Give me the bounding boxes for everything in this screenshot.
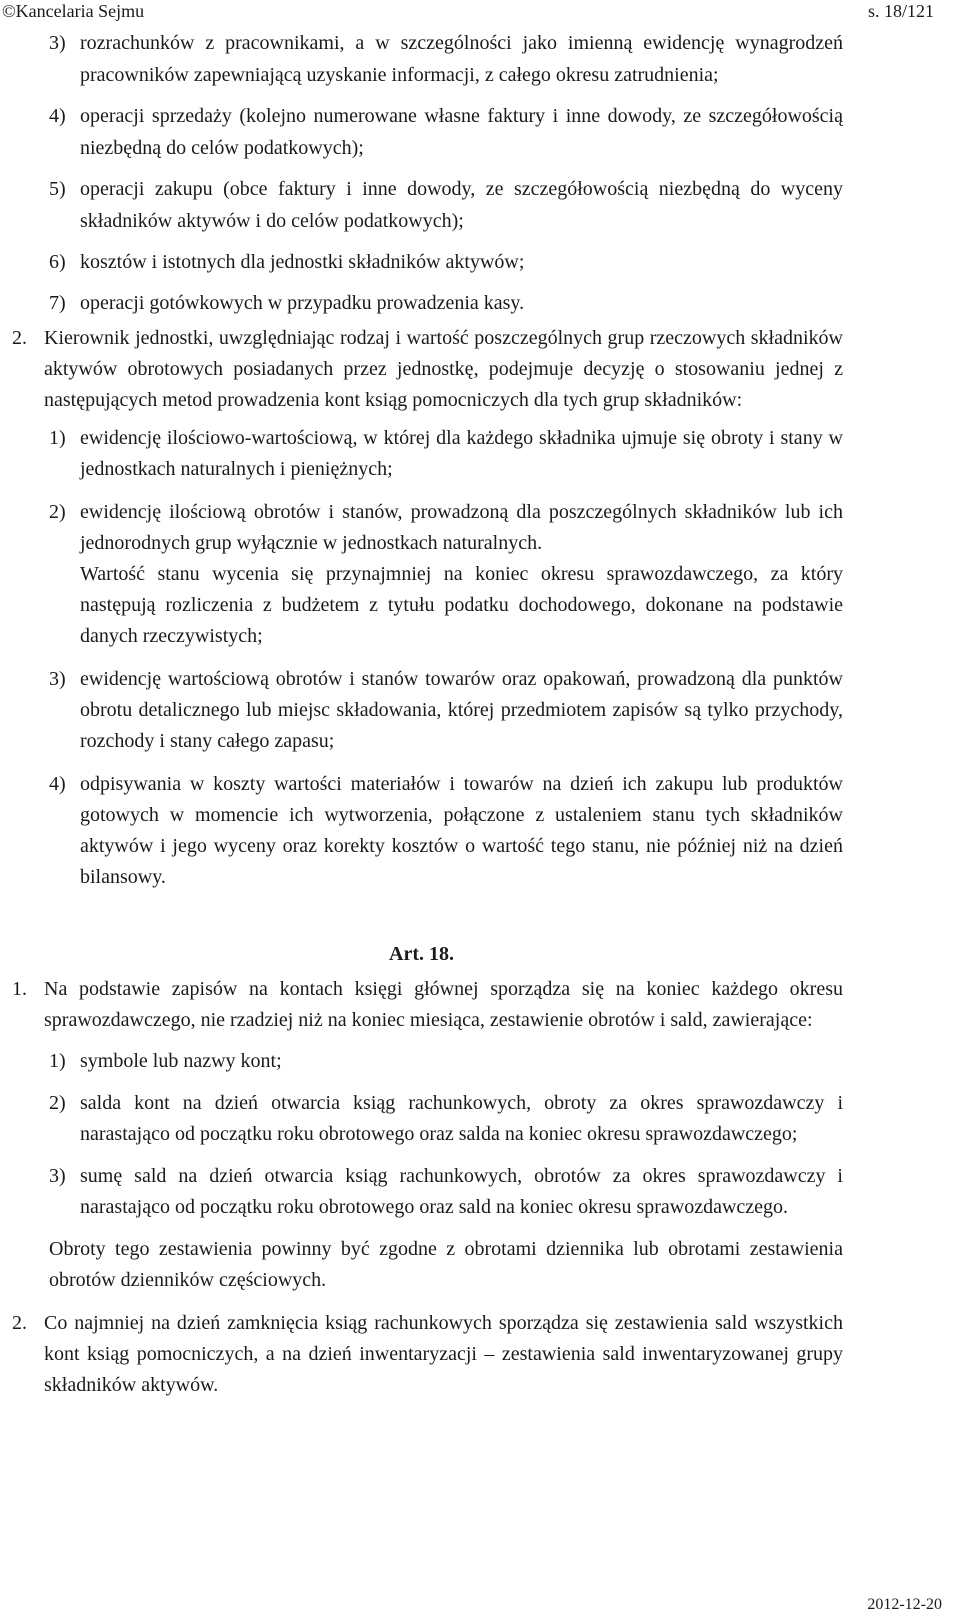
- footer-date: 2012-12-20: [867, 1596, 942, 1613]
- paragraph-number: 2.: [12, 327, 27, 349]
- paragraph-text: Na podstawie zapisów na kontach księgi głównej sporządza się na koniec każdego okresu sprawozdawczego, nie rzadziej niż na koniec miesiąca, zestawienie obrotów i sald, zawierające:: [44, 978, 843, 1031]
- page-number: s. 18/121: [867, 1, 934, 21]
- list-item-number: 2): [49, 501, 66, 523]
- list-item-text: operacji zakupu (obce faktury i inne dowody, ze szczegółowością niezbędną do wyceny składników aktywów i do celów podatkowych);: [80, 178, 843, 232]
- paragraph: [12, 1308, 843, 1401]
- list-item: [0, 769, 843, 893]
- list-item-text: ewidencję ilościową obrotów i stanów, prowadzoną dla poszczególnych składników lub ich jednorodnych grup wyłącznie w jednostkach naturalnych.: [80, 501, 843, 554]
- list-item: [0, 664, 843, 757]
- list-item: [0, 246, 843, 278]
- copyright-label: ©Kancelaria Sejmu: [2, 1, 145, 21]
- list-item-number: 7): [49, 292, 66, 314]
- list-item: [0, 1161, 843, 1223]
- list-item-number: 6): [49, 251, 66, 273]
- list-item-number: 1): [49, 1050, 66, 1072]
- list-item-text: ewidencję ilościowo-wartościową, w której dla każdego składnika ujmuje się obroty i stany w jednostkach naturalnych i pieniężnych;: [80, 427, 843, 480]
- list-item: [0, 423, 843, 485]
- list-item-number: 3): [49, 32, 66, 54]
- closing-paragraph: Obroty tego zestawienia powinny być zgodne z obrotami dziennika lub obrotami zestawienia obrotów dzienników częściowych.: [49, 1238, 843, 1291]
- list-item: [0, 1088, 843, 1150]
- paragraph: [12, 974, 843, 1036]
- list-item: [0, 1046, 843, 1077]
- list-item-number: 3): [49, 1165, 66, 1187]
- list-item-text-continued: Wartość stanu wycenia się przynajmniej na koniec okresu sprawozdawczego, za który następują rozliczenia z budżetem z tytułu podatku dochodowego, dokonane na podstawie danych rzeczywistych;: [80, 563, 843, 647]
- list-item: [0, 100, 843, 164]
- paragraph-text: Co najmniej na dzień zamknięcia ksiąg rachunkowych sporządza się zestawienia sald wszystkich kont ksiąg pomocniczych, a na dzień inwentaryzacji – zestawienia sald inwentaryzowanej grupy składników aktywów.: [44, 1312, 843, 1396]
- list-item-text: rozrachunków z pracownikami, a w szczególności jako imienną ewidencję wynagrodzeń pracowników zapewniającą uzyskanie informacji, z całego okresu zatrudnienia;: [80, 32, 843, 86]
- document-body: [0, 27, 960, 1401]
- list-item-number: 4): [49, 105, 66, 127]
- paragraph-text: Kierownik jednostki, uwzględniając rodzaj i wartość poszczególnych grup rzeczowych składników aktywów obrotowych posiadanych przez jednostkę, podejmuje decyzję o stosowaniu jednej z następujących metod prowadzenia kont ksiąg pomocniczych dla tych grup składników:: [44, 327, 843, 411]
- list-item-text: odpisywania w koszty wartości materiałów i towarów na dzień ich zakupu lub produktów gotowych w momencie ich wytworzenia, połączone z ustaleniem stanu tych składników aktywów i jego wyceny oraz korekty kosztów o wartość tego stanu, nie później niż na dzień bilansowy.: [80, 773, 843, 888]
- list-item: [0, 497, 843, 652]
- list-item-text: salda kont na dzień otwarcia ksiąg rachunkowych, obroty za okres sprawozdawczy i narastająco od początku roku obrotowego oraz salda na koniec okresu sprawozdawczego;: [80, 1092, 843, 1145]
- list-item-number: 4): [49, 773, 66, 795]
- list-item: [0, 173, 843, 237]
- list-item: [0, 27, 843, 91]
- paragraph-number: 1.: [12, 978, 27, 1000]
- list-item-text: operacji sprzedaży (kolejno numerowane własne faktury i inne dowody, ze szczegółowością niezbędną do celów podatkowych);: [80, 105, 843, 159]
- list-item-text: ewidencję wartościową obrotów i stanów towarów oraz opakowań, prowadzoną dla punktów obrotu detalicznego lub miejsc składowania, której przedmiotem zapisów są tylko przychody, rozchody i stany całego zapasu;: [80, 668, 843, 752]
- list-item-text: symbole lub nazwy kont;: [80, 1050, 282, 1072]
- article-heading: Art. 18.: [389, 943, 454, 965]
- list-item-number: 2): [49, 1092, 66, 1114]
- paragraph-number: 2.: [12, 1312, 27, 1334]
- list-item-text: operacji gotówkowych w przypadku prowadzenia kasy.: [80, 292, 525, 314]
- list-item: [0, 287, 843, 319]
- paragraph: [12, 323, 843, 416]
- list-item-number: 3): [49, 668, 66, 690]
- list-item-number: 5): [49, 178, 66, 200]
- list-item-text: kosztów i istotnych dla jednostki składników aktywów;: [80, 251, 525, 273]
- list-item-text: sumę sald na dzień otwarcia ksiąg rachunkowych, obrotów za okres sprawozdawczy i narastająco od początku roku obrotowego oraz sald na koniec okresu sprawozdawczego.: [80, 1165, 843, 1218]
- list-item-number: 1): [49, 427, 66, 449]
